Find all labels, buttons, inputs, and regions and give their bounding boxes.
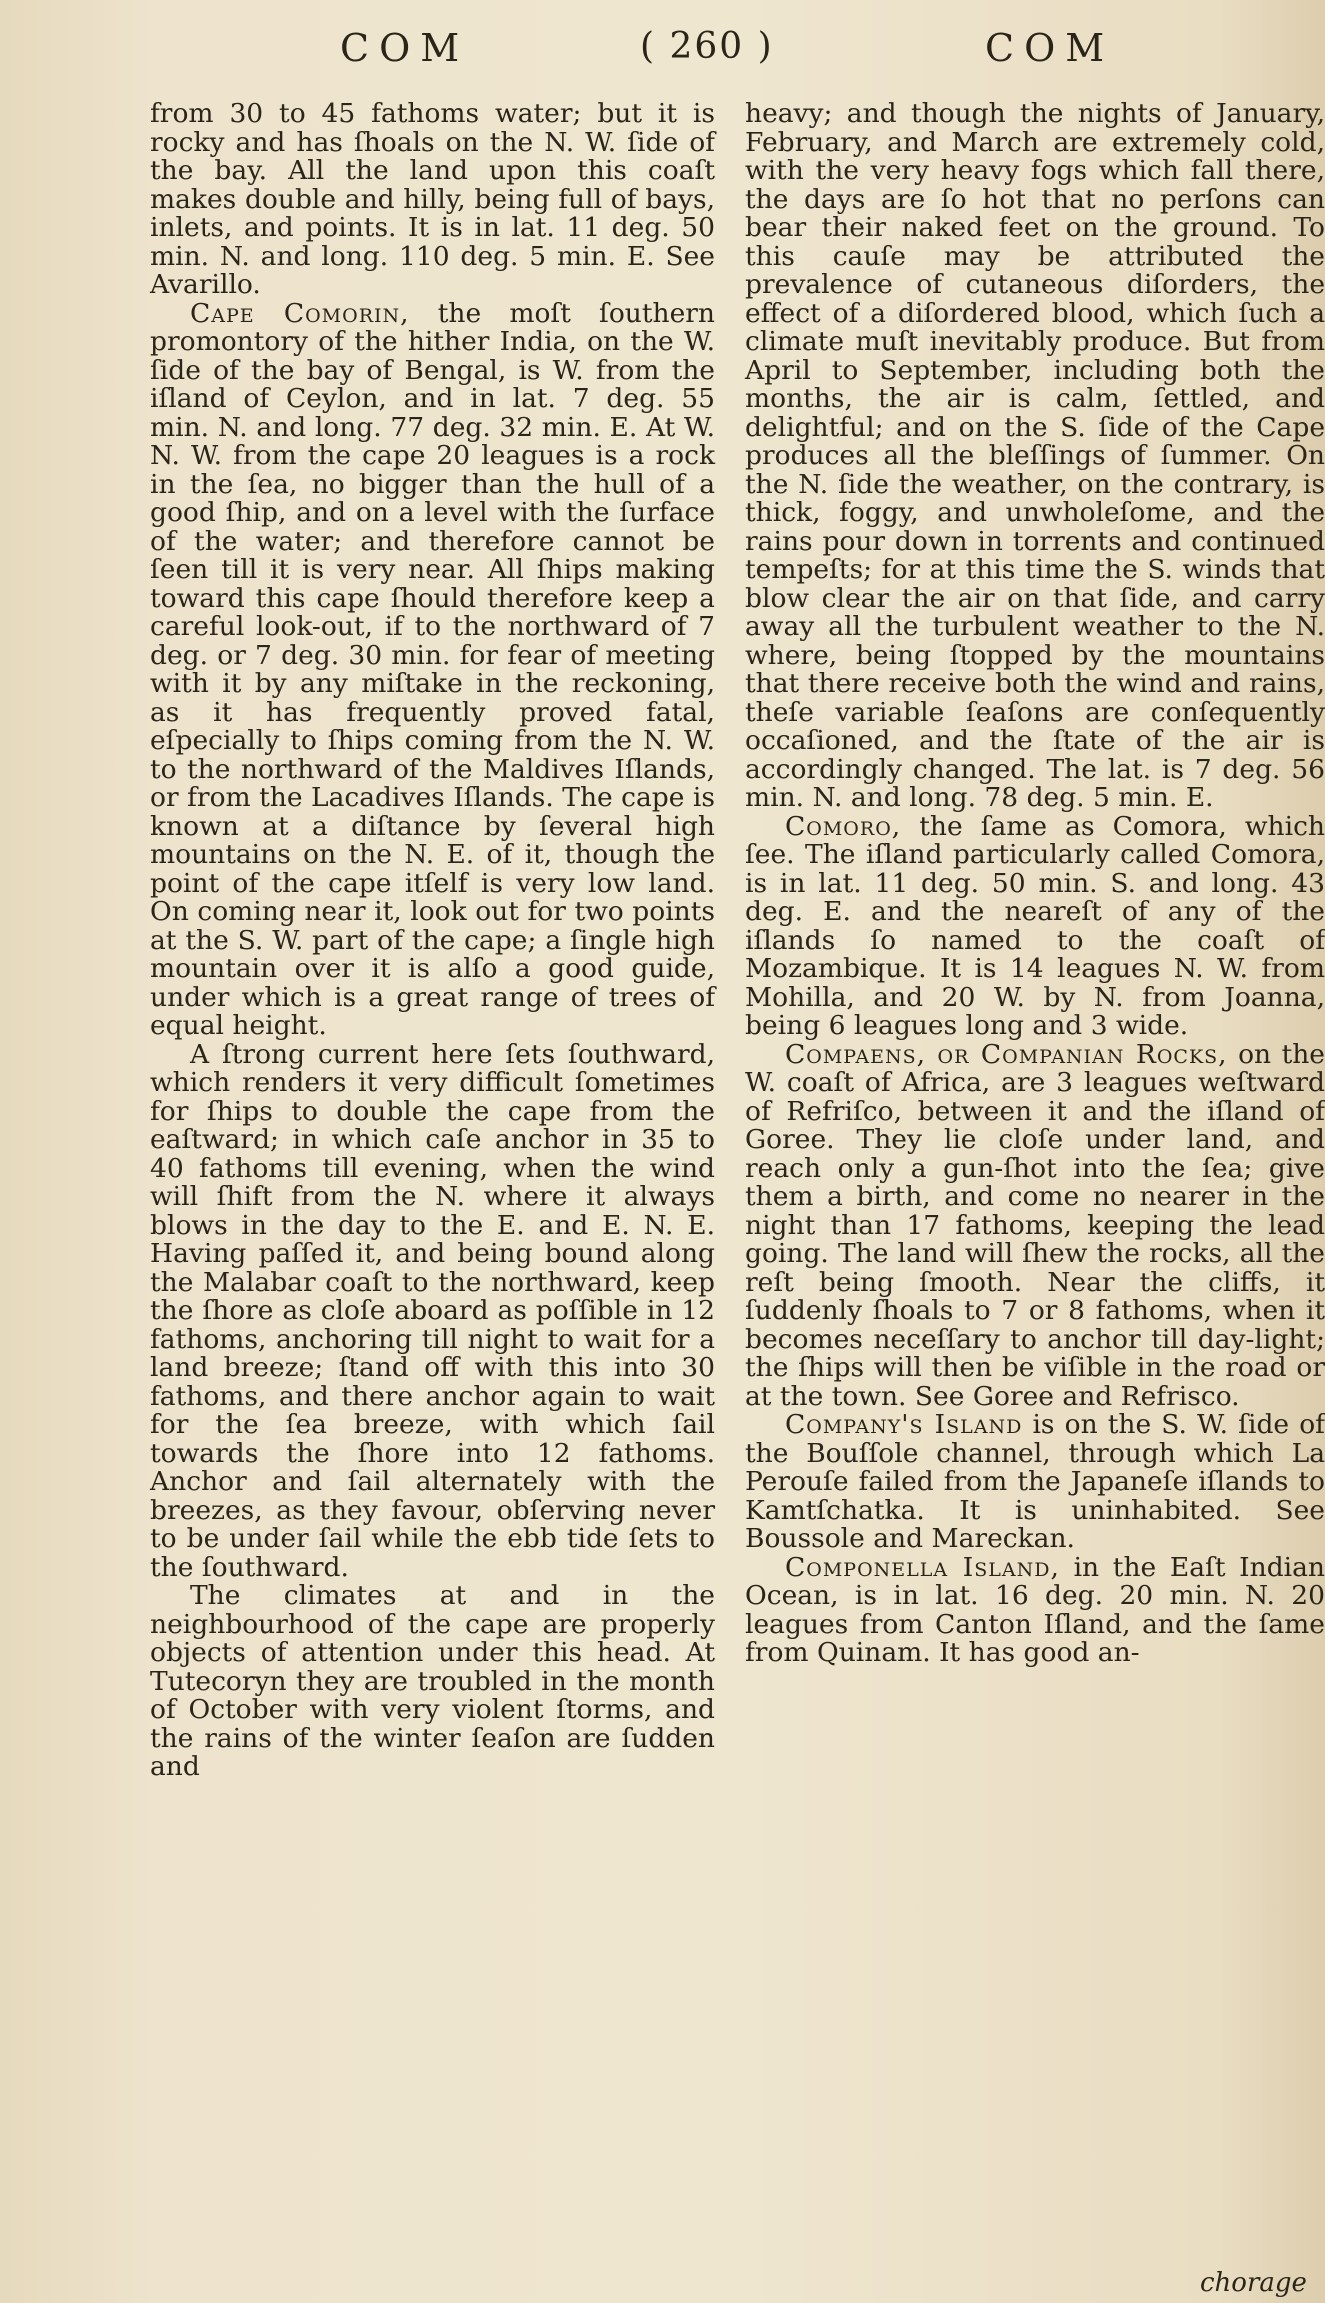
paragraph-text: is on the S. W. ſide of the Bouſſole channel, through which La Perouſe failed from the Japaneſe iſlands to Kamtſchatka. It is uninhabited. See Boussole and Mareckan.	[745, 1409, 1325, 1554]
catchword: chorage	[1200, 2268, 1307, 2298]
paragraph	[745, 100, 1325, 813]
paragraph-text: from 30 to 45 fathoms water; but it is rocky and has ſhoals on the N. W. ſide of the bay. All the land upon this coaſt makes double and hilly, being full of bays, inlets, and points. It is in lat. 11 deg. 50 min. N. and long. 110 deg. 5 min. E. See Avarillo.	[150, 98, 715, 300]
entry-paragraph	[745, 1551, 1325, 1668]
entry-headword: Compaens, or Companian Rocks,	[785, 1038, 1228, 1070]
paragraph-text: heavy; and though the nights of January, February, and March are extremely cold, with the very heavy fogs which fall there, the days are ſo hot that no perſons can bear their naked feet on the ground. To this cauſe may be attributed the prevalence of cutaneous diſorders, the effect of a diſordered blood, which ſuch a climate muſt inevitably produce. But from April to September, including both the months, the air is calm, ſettled, and delightful; and on the S. ſide of the Cape produces all the bleſſings of ſummer. On the N. ſide the weather, on the contrary, is thick, foggy, and unwholeſome, and the rains pour down in torrents and continued tempeſts; for at this time the S. winds that blow clear the air on that ſide, and carry away all the turbulent weather to the N. where, being ſtopped by the mountains that there receive both the wind and rains, theſe variable ſeaſons are conſequently occaſioned, and the ſtate of the air is accordingly changed. The lat. is 7 deg. 56 min. N. and long. 78 deg. 5 min. E.	[745, 98, 1325, 813]
entry-headword: Company's Iſland	[785, 1409, 1023, 1440]
paragraph-text: A ſtrong current here ſets ſouthward, which renders it very difficult ſometimes for ſhips to double the cape from the eaſtward; in which caſe anchor in 35 to 40 fathoms till evening, when the wind will ſhift from the N. where it always blows in the day to the E. and E. N. E. Having paſſed it, and being bound along the Malabar coaſt to the northward, keep the ſhore as cloſe aboard as poſſible in 12 fathoms, anchoring till night to wait for a land breeze; ſtand off with this into 30 fathoms, and there anchor again to wait for the ſea breeze, with which ſail towards the ſhore into 12 fathoms. Anchor and ſail alternately with the breezes, as they favour, obſerving never to be under ſail while the ebb tide ſets to the ſouthward.	[150, 1038, 715, 1583]
entry-paragraph	[745, 1411, 1325, 1554]
paragraph-text: The climates at and in the neighbourhood of the cape are properly objects of attention under this head. At Tutecoryn they are troubled in the month of October with very violent ſtorms, and the rains of the winter ſeaſon are ſudden and	[150, 1580, 715, 1782]
running-header	[0, 26, 1325, 86]
left-column	[150, 100, 715, 1782]
right-column	[745, 100, 1325, 1668]
paragraph	[150, 1582, 715, 1782]
paragraph-text: on the W. coaſt of Africa, are 3 leagues weſtward of Refriſco, between it and the iſland of Goree. They lie cloſe under land, and reach only a gun-ſhot into the ſea; give them a birth, and come no nearer in the night than 17 fathoms, keeping the lead going. The land will ſhew the rocks, all the reſt being ſmooth. Near the cliffs, it ſuddenly ſhoals to 7 or 8 fathoms, when it becomes neceſſary to anchor till day-light; the ſhips will then be viſible in the road or at the town. See Goree and Refrisco.	[745, 1038, 1325, 1412]
header-right-word: COM	[985, 26, 1115, 70]
paragraph	[150, 100, 715, 300]
entry-paragraph	[745, 810, 1325, 1041]
entry-headword: Componella Iſland,	[785, 1551, 1060, 1583]
paragraph-text: the ſame as Comora, which ſee. The iſland particularly called Comora, is in lat. 11 deg. 50 min. S. and long. 43 deg. E. and the neareſt of any of the iſlands ſo named to the coaſt of Mozambique. It is 14 leagues N. W. from Mohilla, and 20 W. by N. from Joanna, being 6 leagues long and 3 wide.	[745, 810, 1325, 1041]
page-number: ( 260 )	[640, 26, 774, 67]
entry-headword: Cape Comorin,	[190, 297, 410, 329]
paragraph-text: the moſt ſouthern promontory of the hither India, on the W. ſide of the bay of Bengal, is W. from the iſland of Ceylon, and in lat. 7 deg. 55 min. N. and long. 77 deg. 32 min. E. At W. N. W. from the cape 20 leagues is a rock in the ſea, no bigger than the hull of a good ſhip, and on a level with the ſurface of the water; and therefore cannot be ſeen till it is very near. All ſhips making toward this cape ſhould therefore keep a careful look-out, if to the northward of 7 deg. or 7 deg. 30 min. for fear of meeting with it by any miſtake in the reckoning, as it has frequently proved fatal, eſpecially to ſhips coming from the N. W. to the northward of the Maldives Iſlands, or from the Lacadives Iſlands. The cape is known at a diſtance by ſeveral high mountains on the N. E. of it, though the point of the cape itſelf is very low land. On coming near it, look out for two points at the S. W. part of the cape; a ſingle high mountain over it is alſo a good guide, under which is a great range of trees of equal height.	[150, 297, 715, 1041]
entry-paragraph	[150, 297, 715, 1041]
paragraph	[150, 1038, 715, 1583]
entry-paragraph	[745, 1038, 1325, 1412]
paragraph-text: in the Eaſt Indian Ocean, is in lat. 16 deg. 20 min. N. 20 leagues from Canton Iſland, and the ſame from Quinam. It has good an-	[745, 1551, 1325, 1668]
header-left-word: COM	[340, 26, 470, 70]
entry-headword: Comoro,	[785, 810, 902, 842]
